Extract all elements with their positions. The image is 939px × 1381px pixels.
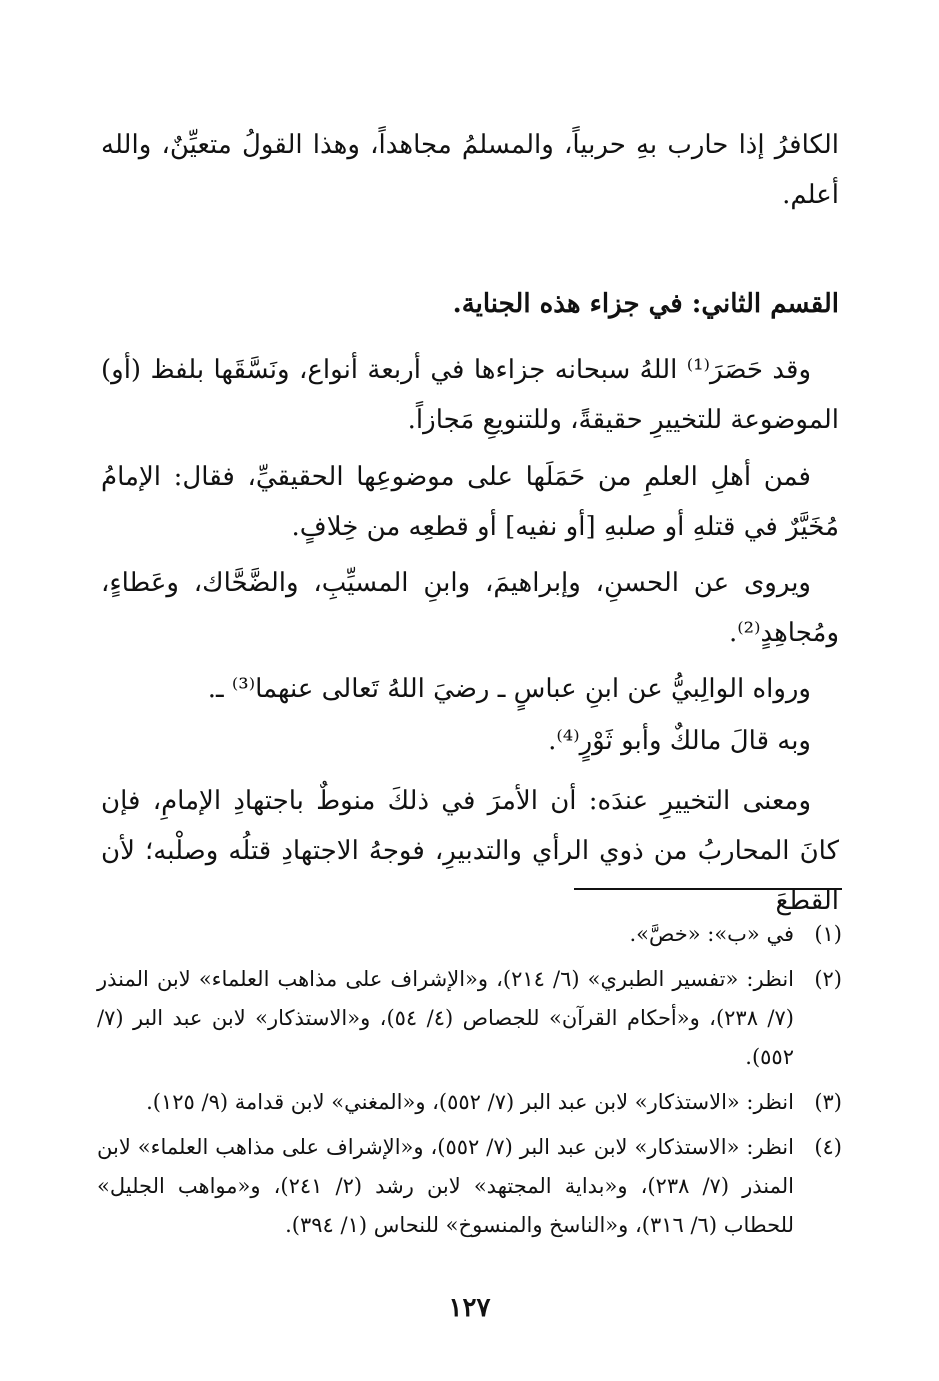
footnote-text: انظر: «الاستذكار» لابن عبد البر (٧/ ٥٥٢)، و«المغني» لابن قدامة (٩/ ١٢٥). <box>146 1090 794 1114</box>
paragraph-meaning: ومعنى التخييرِ عندَه: أن الأمرَ في ذلكَ منوطٌ باجتهادِ الإمامِ، فإن كانَ المحاربُ من ذوي الرأي والتدبيرِ، فوجهُ الاجتهادِ قتلُه وصلْبه؛ لأن القطعَ <box>101 786 839 916</box>
footnote-number: (٢) <box>814 967 842 991</box>
main-text-paragraph-6 <box>101 716 839 766</box>
section-heading: القسم الثاني: في جزاء هذه الجناية. <box>452 289 839 319</box>
main-text-paragraph-4 <box>101 558 839 658</box>
footnote-number: (٤) <box>814 1135 842 1159</box>
footnote-divider <box>574 888 842 890</box>
footnote-text: انظر: «تفسير الطبري» (٦/ ٢١٤)، و«الإشراف على مذاهب العلماء» لابن المنذر (٧/ ٢٣٨)، و«أحكام القرآن» للجصاص (٤/ ٥٤)، و«الاستذكار» لابن عبد البر (٧/ ٥٥٢). <box>97 967 794 1069</box>
footnote-item <box>97 1128 842 1245</box>
main-text-paragraph-3 <box>101 452 839 552</box>
page-number: ١٢٧ <box>448 1293 491 1323</box>
main-text-paragraph-1 <box>101 120 839 220</box>
section-heading-block <box>101 284 839 324</box>
footnote-item <box>97 960 842 1077</box>
footnote-number: (١) <box>814 922 842 946</box>
footnotes <box>97 915 842 1251</box>
paragraph-penalties: وقد حَصَرَ⁽¹⁾ اللهُ سبحانه جزاءها في أربعة أنواع، ونَسَّقَها بلفظ (أو) الموضوعة للتخييرِ حقيقةً، وللتنويعِ مَجازاً. <box>101 355 839 435</box>
paragraph-choice-view: فمن أهلِ العلمِ من حَمَلَها على موضوعِها الحقيقيِّ، فقال: الإمامُ مُخَيَّرٌ في قتلهِ أو صلبهِ [أو نفيه] أو قطعِه من خِلافٍ. <box>101 462 839 542</box>
paragraph-continuation: الكافرُ إذا حارب بهِ حربياً، والمسلمُ مجاهداً، وهذا القولُ متعيِّنٌ، والله أعلم. <box>101 130 839 210</box>
paragraph-ibn-abbas: ورواه الوالِبيُّ عن ابنِ عباسٍ ـ رضيَ اللهُ تَعالى عنهما⁽³⁾ ـ. <box>207 674 811 704</box>
main-text-paragraph-7 <box>101 776 839 926</box>
footnote-text: في «ب»: «خصَّ». <box>629 922 794 946</box>
footnote-number: (٣) <box>814 1090 842 1114</box>
footnote-item <box>97 1083 842 1122</box>
main-text-paragraph-2 <box>101 345 839 445</box>
paragraph-malik: وبه قالَ مالكٌ وأبو ثَوْرٍ⁽⁴⁾. <box>548 726 811 756</box>
paragraph-narrators: ويروى عن الحسنِ، وإبراهيمَ، وابنِ المسيِّبِ، والضَّحَّاك، وعَطاءٍ، ومُجاهِدٍ⁽²⁾. <box>101 568 839 648</box>
main-text-paragraph-5 <box>101 664 839 714</box>
footnote-item <box>97 915 842 954</box>
footnote-text: انظر: «الاستذكار» لابن عبد البر (٧/ ٥٥٢)، و«الإشراف على مذاهب العلماء» لابن المنذر (٧/ ٢٣٨)، و«بداية المجتهد» لابن رشد (٢/ ٢٤١)، و«مواهب الجليل» للحطاب (٦/ ٣١٦)، و«الناسخ والمنسوخ» للنحاس (١/ ٣٩٤). <box>97 1135 794 1237</box>
